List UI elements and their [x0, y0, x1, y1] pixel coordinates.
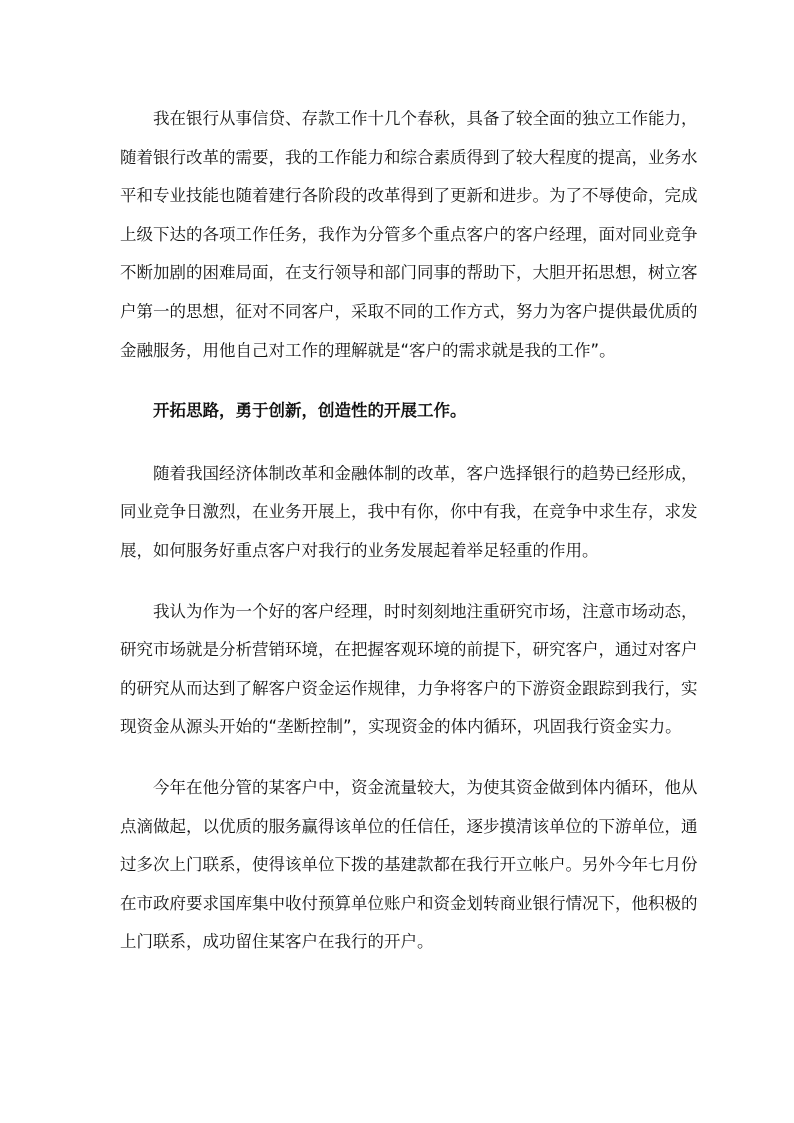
paragraph-line: 过多次上门联系，使得该单位下拨的基建款都在我行开立帐户。另外今年七月份 [120, 855, 698, 875]
paragraph-line: 研究市场就是分析营销环境，在把握客观环境的前提下，研究客户，通过对客户 [120, 640, 698, 660]
paragraph-line: 展，如何服务好重点客户对我行的业务发展起着举足轻重的作用。 [120, 540, 599, 560]
paragraph-line: 平和专业技能也随着建行各阶段的改革得到了更新和进步。为了不辱使命，完成 [120, 186, 698, 206]
paragraph-line: 随着银行改革的需要，我的工作能力和综合素质得到了较大程度的提高，业务水 [120, 147, 698, 167]
paragraph-line: 我在银行从事信贷、存款工作十几个春秋，具备了较全面的独立工作能力， [153, 109, 698, 128]
paragraph-line: 户第一的思想，征对不同客户，采取不同的工作方式，努力为客户提供最优质的 [120, 301, 698, 321]
paragraph-line: 点滴做起，以优质的服务赢得该单位的任信任，逐步摸清该单位的下游单位，通 [120, 816, 698, 836]
paragraph-1 [120, 100, 698, 370]
paragraph-3 [120, 593, 698, 747]
paragraph-2 [120, 455, 698, 571]
paragraph-line: 今年在他分管的某客户中，资金流量较大，为使其资金做到体内循环，他从 [153, 777, 698, 797]
paragraph-4 [120, 769, 698, 962]
paragraph-line: 随着我国经济体制改革和金融体制的改革，客户选择银行的趋势已经形成， [153, 463, 698, 483]
paragraph-line: 我认为作为一个好的客户经理，时时刻刻地注重研究市场，注意市场动态， [153, 601, 698, 621]
paragraph-line: 金融服务，用他自己对工作的理解就是“客户的需求就是我的工作”。 [120, 340, 616, 360]
paragraph-line: 不断加剧的困难局面，在支行领导和部门同事的帮助下，大胆开拓思想，树立客 [120, 263, 698, 283]
paragraph-line: 上级下达的各项工作任务，我作为分管多个重点客户的客户经理，面对同业竞争 [120, 224, 698, 244]
section-heading: 开拓思路，勇于创新，创造性的开展工作。 [153, 401, 467, 421]
paragraph-line: 的研究从而达到了解客户资金运作规律，力争将客户的下游资金跟踪到我行，实 [120, 678, 698, 698]
paragraph-line: 在市政府要求国库集中收付预算单位账户和资金划转商业银行情况下，他积极的 [120, 893, 698, 913]
paragraph-line: 现资金从源头开始的“垄断控制”，实现资金的体内循环，巩固我行资金实力。 [120, 717, 682, 737]
paragraph-line: 上门联系，成功留住某客户在我行的开户。 [120, 932, 434, 952]
document-page [120, 100, 698, 984]
paragraph-line: 同业竞争日激烈，在业务开展上，我中有你，你中有我，在竞争中求生存，求发 [120, 502, 698, 522]
